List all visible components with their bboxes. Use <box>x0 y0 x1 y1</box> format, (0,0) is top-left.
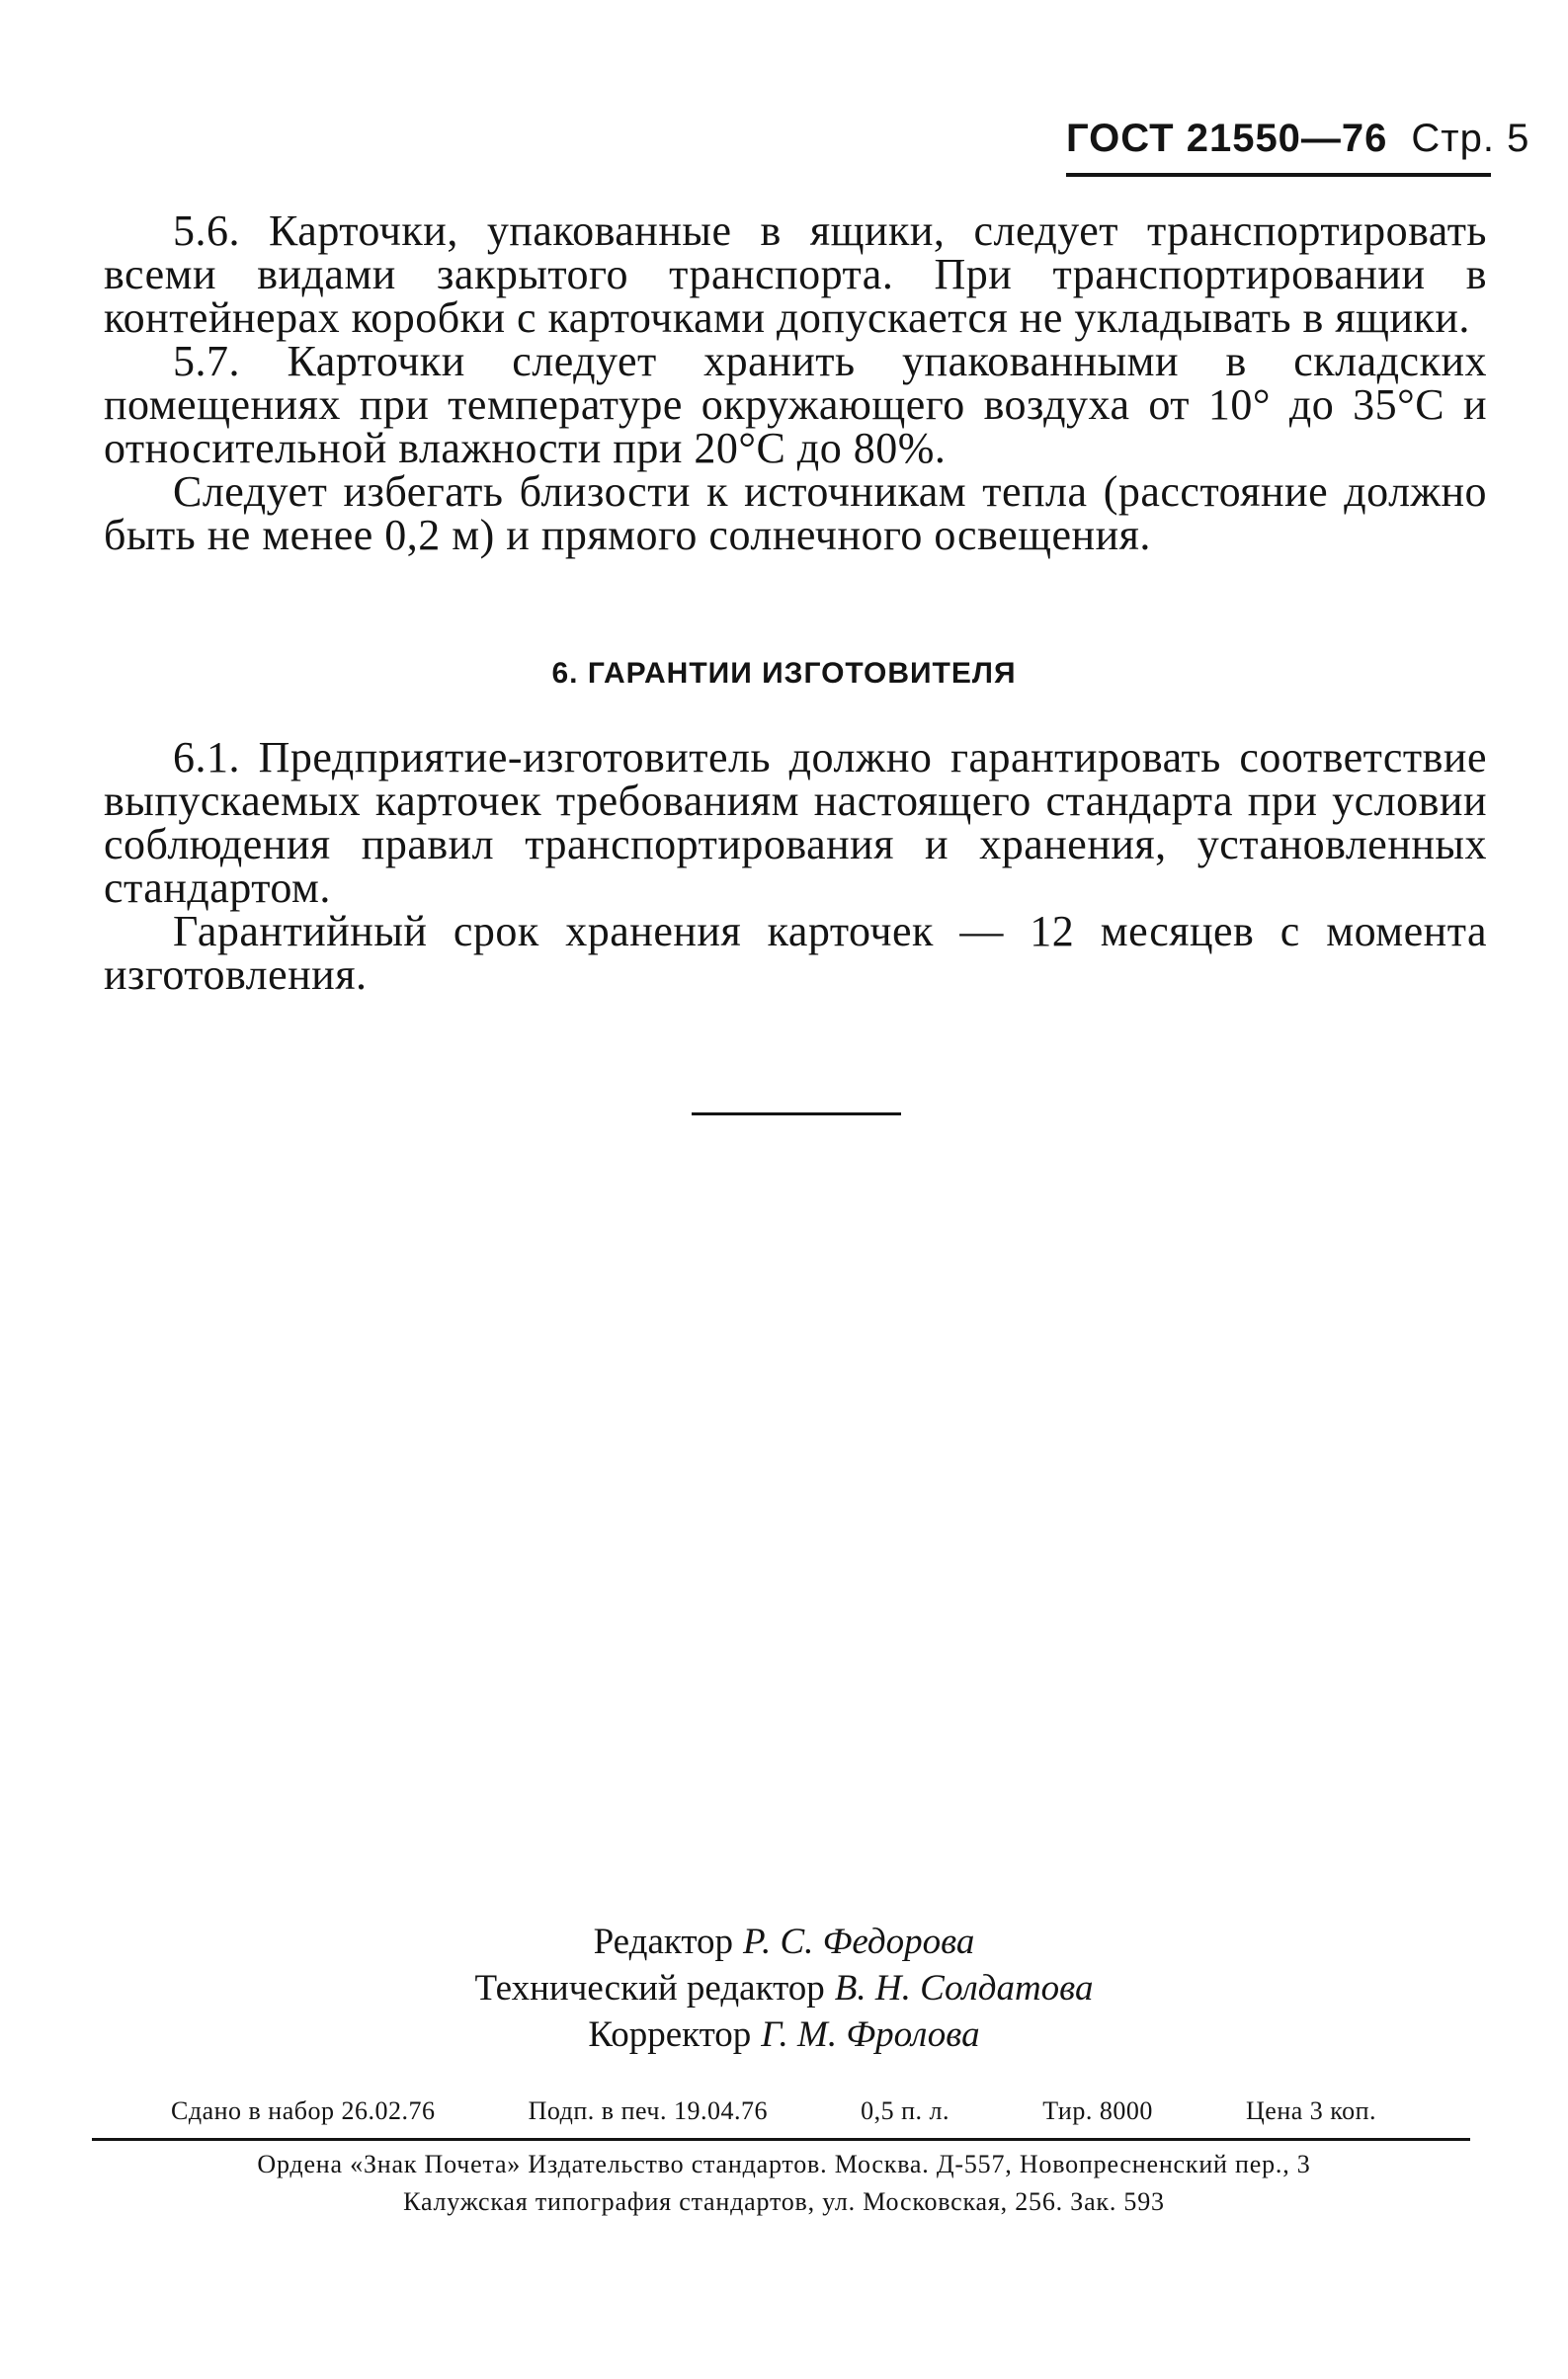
standard-number: ГОСТ 21550—76 <box>1066 117 1388 160</box>
credit-corrector <box>0 2011 1568 2058</box>
credit-tech-editor <box>0 1965 1568 2011</box>
section-5-text <box>104 206 1487 559</box>
paragraph-5-7-heat: Следует избегать близости к источникам тепла (расстояние должно быть не менее 0,2 м) и прямого солнечного освещения. <box>104 467 1487 559</box>
publisher-block <box>0 2146 1568 2221</box>
imprint-price: Цена 3 коп. <box>1246 2096 1376 2125</box>
imprint-submitted: Сдано в набор 26.02.76 <box>171 2096 436 2125</box>
paragraph-6-1: 6.1. Предприятие-изготовитель должно гарантировать соответствие выпускаемых карточек требованиям настоящего стандарта при условии соблюдения правил транспортирования и хранения, установленных стандартом. <box>104 733 1487 912</box>
running-header <box>1066 117 1530 161</box>
section-6-text <box>104 733 1487 999</box>
text-end-separator <box>692 1112 901 1115</box>
paragraph-5-7: 5.7. Карточки следует хранить упакованными в складских помещениях при температуре окружающего воздуха от 10° до 35°С и относительной влажности при 20°С до 80%. <box>104 337 1487 472</box>
corrector-name: Г. М. Фролова <box>761 2014 980 2055</box>
imprint-volume: 0,5 п. л. <box>861 2096 950 2125</box>
credit-editor <box>0 1919 1568 1965</box>
corrector-role: Корректор <box>588 2014 752 2055</box>
editor-name: Р. С. Федорова <box>743 1922 975 1962</box>
paragraph-5-6: 5.6. Карточки, упакованные в ящики, следует транспортировать всеми видами закрытого транспорта. При транспортировании в контейнерах коробки с карточками допускается не укладывать в ящики. <box>104 206 1487 342</box>
imprint-circulation: Тир. 8000 <box>1042 2096 1153 2125</box>
tech-editor-role: Технический редактор <box>474 1968 825 2009</box>
publisher-line-1: Ордена «Знак Почета» Издательство стандартов. Москва. Д-557, Новопресненский пер., 3 <box>257 2150 1311 2178</box>
imprint-rule <box>92 2138 1470 2141</box>
editor-role: Редактор <box>593 1922 734 1962</box>
credits-block <box>0 1919 1568 2058</box>
section-6-heading: 6. ГАРАНТИИ ИЗГОТОВИТЕЛЯ <box>551 657 1017 690</box>
tech-editor-name: В. Н. Солдатова <box>834 1968 1094 2009</box>
imprint-line <box>171 2096 1376 2126</box>
page-number: Стр. 5 <box>1411 117 1530 160</box>
imprint-signed: Подп. в печ. 19.04.76 <box>528 2096 768 2125</box>
paragraph-6-1-warranty: Гарантийный срок хранения карточек — 12 месяцев с момента изготовления. <box>104 907 1487 999</box>
header-rule <box>1066 173 1491 177</box>
publisher-line-2: Калужская типография стандартов, ул. Московская, 256. Зак. 593 <box>403 2187 1165 2216</box>
